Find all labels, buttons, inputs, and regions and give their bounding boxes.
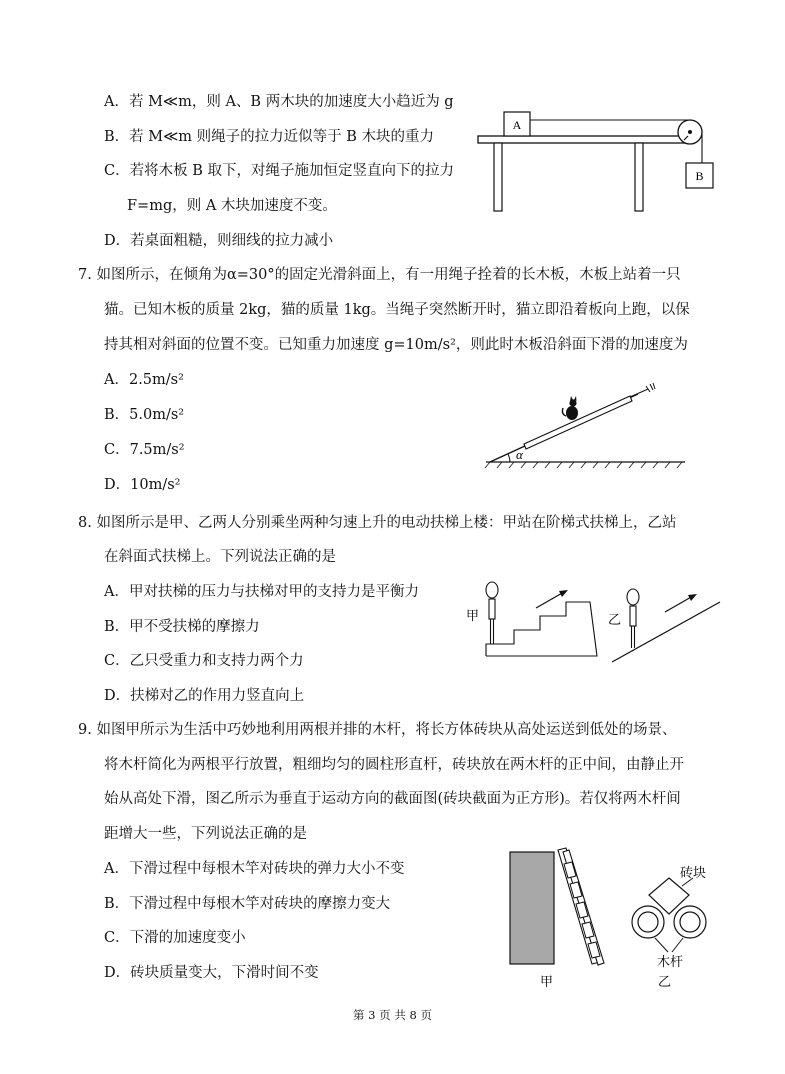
pole-leader-left [655,938,668,952]
table-leg-left [494,143,502,211]
person-jia [486,582,498,644]
q8-option-c: C．乙只受重力和支持力两个力 [104,653,304,669]
rope [630,389,648,397]
brick-label: 砖块 [680,865,707,880]
poles-figure [500,840,730,990]
table-top [478,136,688,143]
cross-section [632,878,706,938]
wooden-board [524,396,632,449]
yi-label: 乙 [608,612,622,627]
yi-motion-arrow [665,596,693,612]
q7-stem-line-2: 猫。已知木板的质量 2kg，猫的质量 1kg。当绳子突然断开时，猫立即沿着板向上跑，以保 [104,302,690,318]
q9-stem-line-3: 始从高处下滑，图乙所示为垂直于运动方向的截面图(砖块截面为正方形)。若仅将两木杆间 [104,791,681,807]
q8-option-b: B．甲不受扶梯的摩擦力 [104,619,260,635]
incline-figure [480,378,695,470]
q7-stem-line-3: 持其相对斜面的位置不变。已知重力加速度 g=10m/s²，则此时木板沿斜面下滑的加速度为 [104,337,688,353]
q8-option-a: A．甲对扶梯的压力与扶梯对甲的支持力是平衡力 [104,584,419,600]
yi-figure-label: 乙 [658,974,672,989]
escalator-figure [462,572,727,668]
q9-stem-line-4: 距增大一些，下列说法正确的是 [104,826,307,842]
wall [510,852,554,964]
table-leg-right [635,143,643,211]
jia-motion-arrow [536,592,564,608]
stair-escalator [486,602,597,656]
q9-option-b: B．下滑过程中每根木竿对砖块的摩擦力变大 [104,896,391,912]
q9-stem-line-2: 将木杆简化为两根平行放置，粗细均匀的圆柱形直杆，砖块放在两木杆的正中间，由静止开 [104,757,684,773]
q6-option-d: D．若桌面粗糙，则细线的拉力减小 [104,233,334,249]
pole-leader-right [672,938,683,952]
person-yi [627,589,639,648]
q6-option-c: C．若将木板 B 取下，对绳子施加恒定竖直向下的拉力 [104,163,454,179]
jia-figure-label: 甲 [540,974,554,989]
q8-option-d: D．扶梯对乙的作用力竖直向上 [104,688,305,704]
page-footer: 第 3 页 共 8 页 [353,1008,432,1022]
q7-option-d: D．10m/s² [104,477,181,493]
q8-stem-line-1: 8. 如图所示是甲、乙两人分别乘坐两种匀速上升的电动扶梯上楼：甲站在阶梯式扶梯上，乙站 [78,515,677,531]
bricks-on-poles [564,862,600,958]
angle-label: α [516,447,523,462]
jia-label: 甲 [466,608,480,623]
q7-stem-line-1: 7. 如图所示，在倾角为α=30°的固定光滑斜面上，有一用绳子拴着的长木板，木板上站着一只 [78,267,681,283]
cat-icon [562,396,578,420]
q6-option-b: B．若 M≪m 则绳子的拉力近似等于 B 木块的重力 [104,129,435,145]
q6-option-c-continued: F=mg，则 A 木块加速度不变。 [127,198,337,214]
pole-label: 木杆 [657,954,684,969]
q9-option-d: D．砖块质量变大，下滑时间不变 [104,965,319,981]
q6-option-a: A．若 M≪m，则 A、B 两木块的加速度大小趋近为 g [104,94,454,110]
table-pulley-figure [470,100,730,220]
angle-arc [508,454,510,462]
q9-stem-line-1: 9. 如图甲所示为生活中巧妙地利用两根并排的木杆，将长方体砖块从高处运送到低处的场景、 [78,722,677,738]
block-b-label: B [695,169,704,183]
q9-option-c: C．下滑的加速度变小 [104,930,246,946]
q7-option-a: A．2.5m/s² [104,372,184,388]
q8-stem-line-2: 在斜面式扶梯上。下列说法正确的是 [104,549,336,565]
q9-option-a: A．下滑过程中每根木竿对砖块的弹力大小不变 [104,861,405,877]
block-a-label: A [512,118,522,132]
q7-option-b: B．5.0m/s² [104,407,185,423]
q7-option-c: C．7.5m/s² [104,442,185,458]
